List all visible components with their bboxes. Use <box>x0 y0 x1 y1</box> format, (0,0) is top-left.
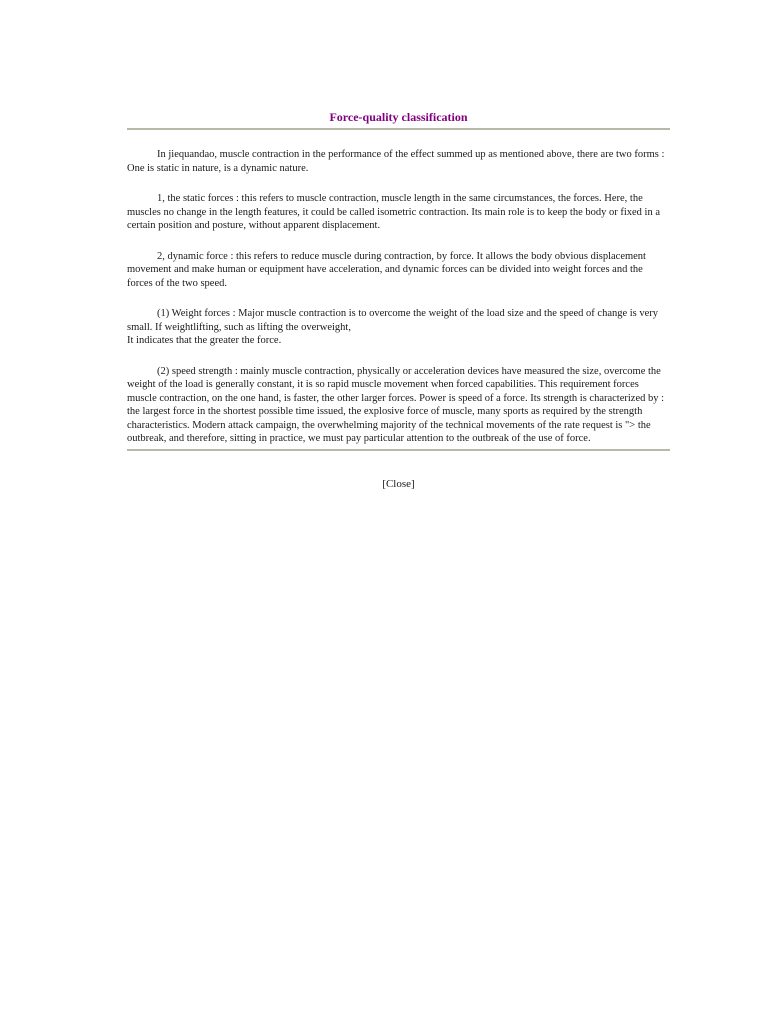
paragraph-speed-strength: (2) speed strength : mainly muscle contraction, physically or acceleration devices have measured the size, overcome the weight of the load is generally constant, it is so rapid muscle movement when forced capabilities. This requirement forces muscle contraction, on the one hand, is faster, the other larger forces. Power is speed of a force. Its strength is characterized by : the largest force in the shortest possible time issued, the explosive force of muscle, many sports as required by the strength characteristics. Modern attack campaign, the overwhelming majority of the technical movements of the rate request is "> the outbreak, and therefore, sitting in practice, we must pay particular attention to the outbreak of the use of force. <box>127 365 665 444</box>
paragraph-static-forces: 1, the static forces : this refers to muscle contraction, muscle length in the same circumstances, the forces. Here, the muscles no change in the length features, it could be called isometric contraction. Its main role is to keep the body or fixed in a certain position and posture, without apparent displacement. <box>127 193 661 231</box>
article-body <box>127 130 670 446</box>
paragraph-intro: In jiequandao, muscle contraction in the performance of the effect summed up as mentioned above, there are two forms : One is static in nature, is a dynamic nature. <box>127 149 665 174</box>
article-container <box>127 110 670 491</box>
close-link[interactable]: [Close] <box>382 477 415 490</box>
paragraph-weight-forces-line-1: (1) Weight forces : Major muscle contraction is to overcome the weight of the load size and the speed of change is very small. If weightlifting, such as lifting the overweight, <box>127 308 659 333</box>
page-title: Force-quality classification <box>329 110 468 124</box>
paragraph-weight-forces <box>127 307 670 348</box>
bottom-divider <box>127 449 670 451</box>
paragraph-dynamic-force: 2, dynamic force : this refers to reduce muscle during contraction, by force. It allows the body obvious displacement movement and make human or equipment have acceleration, and dynamic forces can be divided into weight forces and the forces of the two speed. <box>127 250 646 289</box>
close-container <box>127 477 670 491</box>
paragraph-weight-forces-line-2: It indicates that the greater the force. <box>127 335 282 346</box>
